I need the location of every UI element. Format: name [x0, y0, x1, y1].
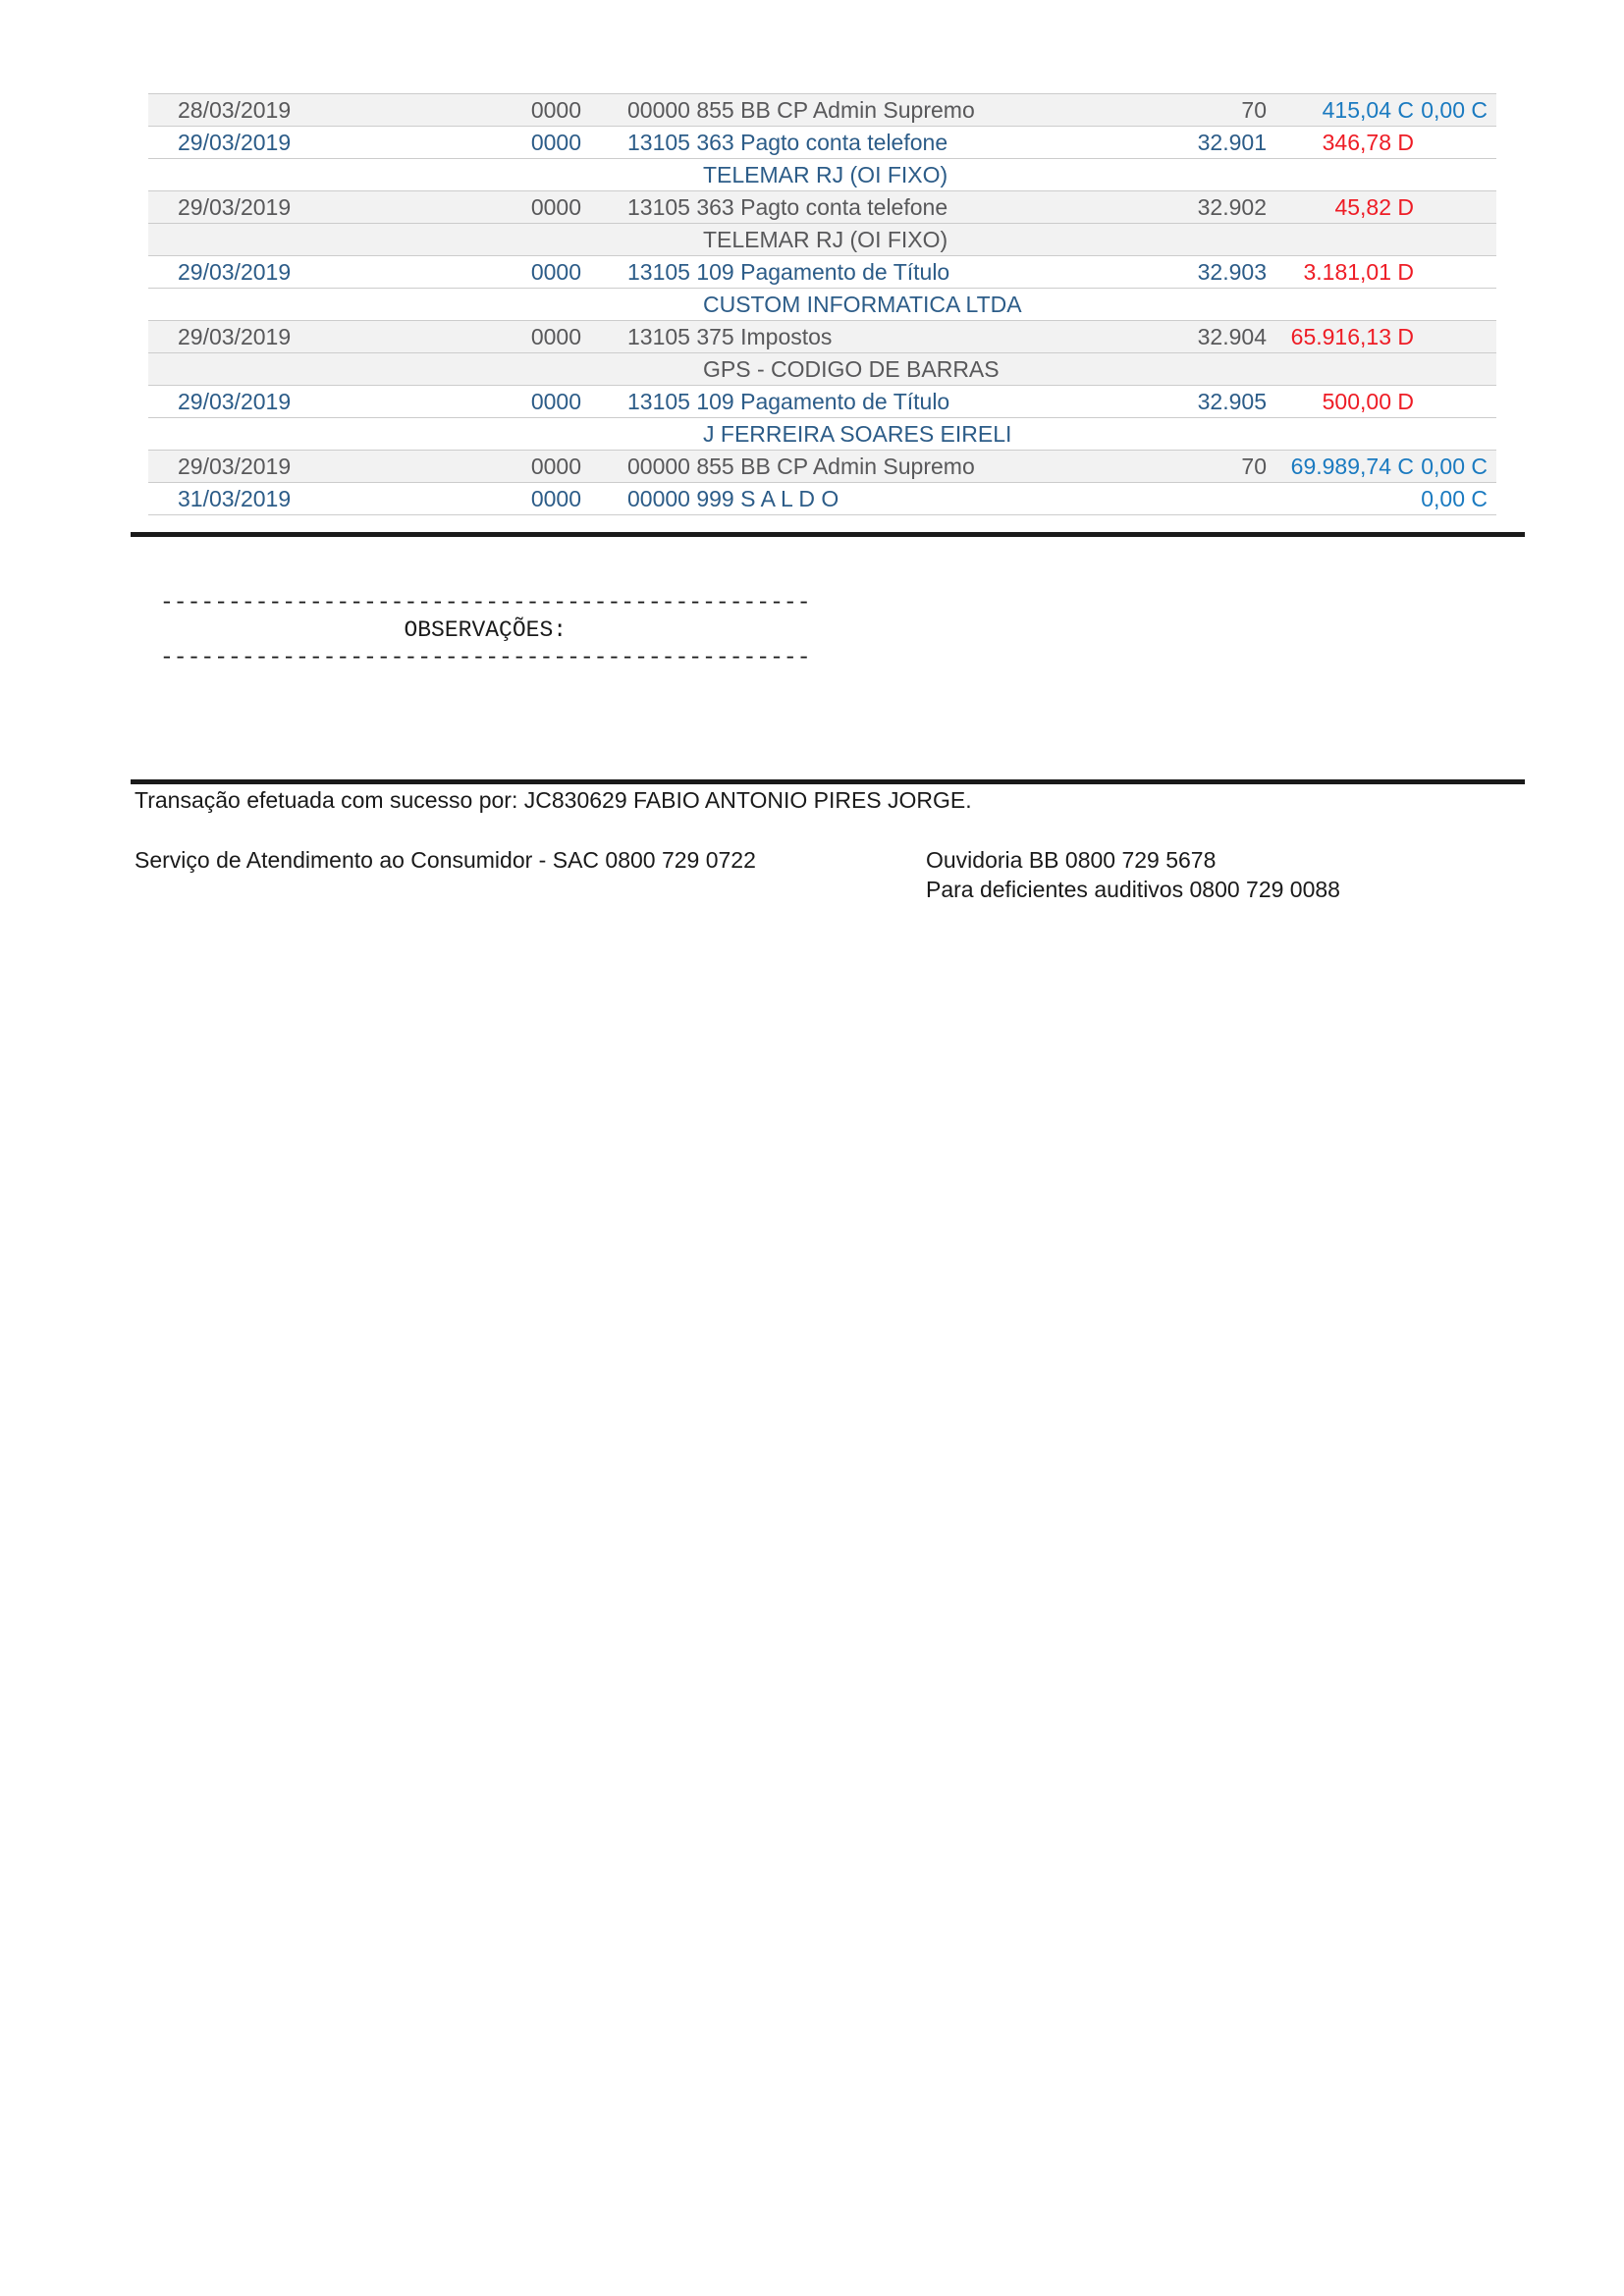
- date-cell: 29/03/2019: [148, 127, 374, 159]
- date-cell: [148, 159, 374, 191]
- agency-cell: 0000: [374, 451, 581, 483]
- value-cell: [1267, 483, 1414, 515]
- observations-dash-top: ------------------------------------------------: [160, 590, 811, 615]
- transaction-row: [148, 483, 1496, 515]
- value-cell: 346,78 D: [1267, 127, 1414, 159]
- observations-dash-bottom: ------------------------------------------------: [160, 645, 811, 670]
- table-bottom-rule: [131, 532, 1525, 537]
- balance-cell: 0,00 C: [1414, 451, 1496, 483]
- document-cell: [1041, 289, 1267, 321]
- document-cell: [1041, 418, 1267, 451]
- transactions-body: [148, 94, 1496, 515]
- balance-cell: [1414, 159, 1496, 191]
- value-cell: 45,82 D: [1267, 191, 1414, 224]
- detail-row: [148, 159, 1496, 191]
- document-cell: 32.903: [1041, 256, 1267, 289]
- balance-cell: [1414, 418, 1496, 451]
- historico-cell: 00000 999 S A L D O: [581, 483, 1041, 515]
- detail-text: J FERREIRA SOARES EIRELI: [703, 421, 1012, 447]
- historico-detail-cell: [581, 224, 1041, 256]
- agency-cell: 0000: [374, 483, 581, 515]
- agency-cell: 0000: [374, 94, 581, 127]
- agency-cell: 0000: [374, 321, 581, 353]
- historico-detail-cell: [581, 353, 1041, 386]
- value-cell: 69.989,74 C: [1267, 451, 1414, 483]
- document-cell: [1041, 159, 1267, 191]
- agency-cell: 0000: [374, 256, 581, 289]
- transaction-row: [148, 321, 1496, 353]
- deaf-support-line: Para deficientes auditivos 0800 729 0088: [926, 877, 1340, 902]
- date-cell: [148, 418, 374, 451]
- transaction-row: [148, 127, 1496, 159]
- value-cell: [1267, 353, 1414, 386]
- historico-cell: 00000 855 BB CP Admin Supremo: [581, 94, 1041, 127]
- document-cell: 32.904: [1041, 321, 1267, 353]
- date-cell: 31/03/2019: [148, 483, 374, 515]
- document-cell: 32.902: [1041, 191, 1267, 224]
- date-cell: 29/03/2019: [148, 256, 374, 289]
- transactions-table: [148, 93, 1496, 515]
- document-cell: 70: [1041, 94, 1267, 127]
- agency-cell: [374, 289, 581, 321]
- historico-detail-cell: [581, 418, 1041, 451]
- date-cell: 29/03/2019: [148, 321, 374, 353]
- value-cell: [1267, 418, 1414, 451]
- detail-text: CUSTOM INFORMATICA LTDA: [703, 292, 1022, 317]
- date-cell: 29/03/2019: [148, 386, 374, 418]
- value-cell: [1267, 159, 1414, 191]
- document-cell: 32.901: [1041, 127, 1267, 159]
- historico-cell: 13105 363 Pagto conta telefone: [581, 191, 1041, 224]
- footer-top-rule: [131, 779, 1525, 784]
- balance-cell: [1414, 224, 1496, 256]
- agency-cell: 0000: [374, 191, 581, 224]
- value-cell: 65.916,13 D: [1267, 321, 1414, 353]
- detail-text: TELEMAR RJ (OI FIXO): [703, 227, 948, 252]
- transaction-row: [148, 191, 1496, 224]
- historico-cell: 13105 363 Pagto conta telefone: [581, 127, 1041, 159]
- date-cell: [148, 224, 374, 256]
- balance-cell: [1414, 386, 1496, 418]
- transaction-row: [148, 451, 1496, 483]
- value-cell: 3.181,01 D: [1267, 256, 1414, 289]
- agency-cell: [374, 159, 581, 191]
- detail-row: [148, 224, 1496, 256]
- value-cell: 415,04 C: [1267, 94, 1414, 127]
- historico-cell: 13105 109 Pagamento de Título: [581, 386, 1041, 418]
- value-cell: [1267, 289, 1414, 321]
- detail-text: GPS - CODIGO DE BARRAS: [703, 356, 1000, 382]
- document-cell: [1041, 224, 1267, 256]
- balance-cell: 0,00 C: [1414, 94, 1496, 127]
- balance-cell: 0,00 C: [1414, 483, 1496, 515]
- balance-cell: [1414, 256, 1496, 289]
- agency-cell: [374, 224, 581, 256]
- historico-cell: 00000 855 BB CP Admin Supremo: [581, 451, 1041, 483]
- transaction-success-message: Transação efetuada com sucesso por: JC830629 FABIO ANTONIO PIRES JORGE.: [135, 787, 972, 813]
- value-cell: [1267, 224, 1414, 256]
- date-cell: 29/03/2019: [148, 451, 374, 483]
- sac-contact-line: Serviço de Atendimento ao Consumidor - SAC 0800 729 0722: [135, 847, 756, 873]
- document-cell: 70: [1041, 451, 1267, 483]
- transaction-row: [148, 94, 1496, 127]
- ouvidoria-line: Ouvidoria BB 0800 729 5678: [926, 847, 1217, 873]
- balance-cell: [1414, 353, 1496, 386]
- historico-cell: 13105 109 Pagamento de Título: [581, 256, 1041, 289]
- detail-row: [148, 353, 1496, 386]
- document-cell: 32.905: [1041, 386, 1267, 418]
- historico-detail-cell: [581, 159, 1041, 191]
- agency-cell: 0000: [374, 127, 581, 159]
- observations-section: [160, 589, 811, 671]
- detail-text: TELEMAR RJ (OI FIXO): [703, 162, 948, 187]
- date-cell: 29/03/2019: [148, 191, 374, 224]
- date-cell: [148, 289, 374, 321]
- ouvidoria-contact-block: [926, 845, 1340, 904]
- agency-cell: 0000: [374, 386, 581, 418]
- balance-cell: [1414, 289, 1496, 321]
- date-cell: 28/03/2019: [148, 94, 374, 127]
- agency-cell: [374, 353, 581, 386]
- detail-row: [148, 289, 1496, 321]
- value-cell: 500,00 D: [1267, 386, 1414, 418]
- historico-cell: 13105 375 Impostos: [581, 321, 1041, 353]
- balance-cell: [1414, 191, 1496, 224]
- agency-cell: [374, 418, 581, 451]
- transaction-row: [148, 386, 1496, 418]
- document-cell: [1041, 483, 1267, 515]
- historico-detail-cell: [581, 289, 1041, 321]
- detail-row: [148, 418, 1496, 451]
- transaction-row: [148, 256, 1496, 289]
- balance-cell: [1414, 127, 1496, 159]
- observations-label: OBSERVAÇÕES:: [160, 617, 568, 643]
- balance-cell: [1414, 321, 1496, 353]
- date-cell: [148, 353, 374, 386]
- document-cell: [1041, 353, 1267, 386]
